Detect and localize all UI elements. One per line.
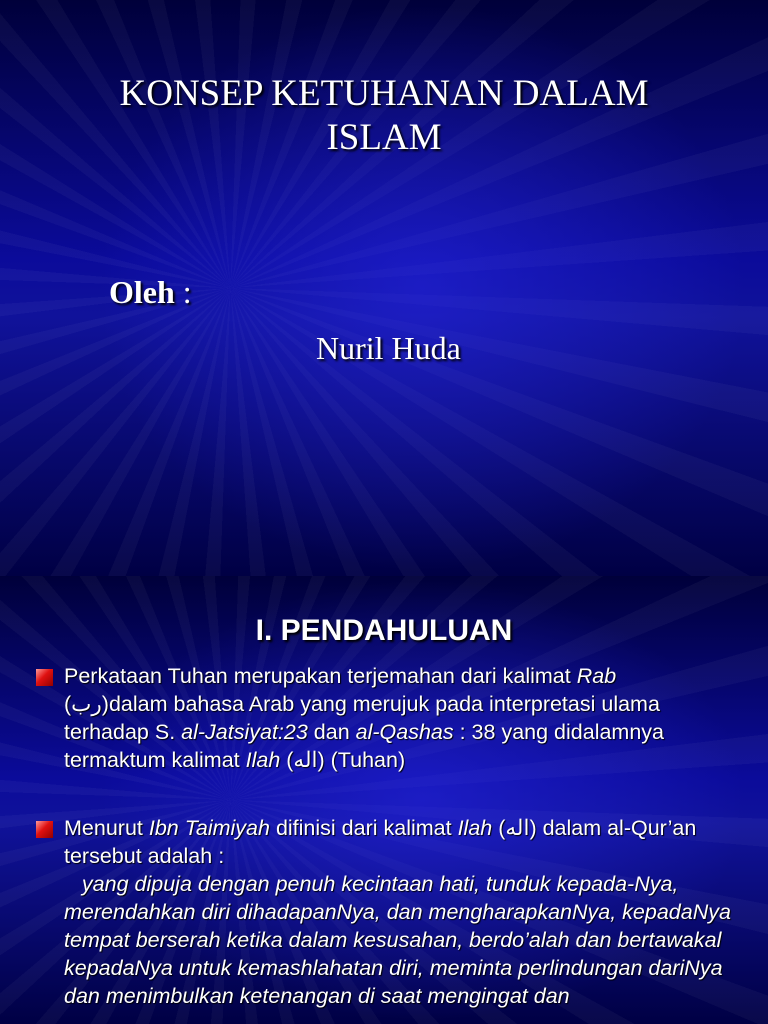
definition-quote-text: yang dipuja dengan penuh kecintaan hati, tunduk kepada-Nya, merendahkan diri dihadapanNya, dan mengharapkanNya, kepadaNya tempat berserah ketika dalam kesusahan, berdo’alah dan bertawakal kepadaNya untuk kemashlahatan diri, meminta perlindungan dariNya dan menimbulkan ketenangan di saat mengingat dan bbox=[64, 872, 731, 1008]
bullet2-text-2: difinisi dari kalimat bbox=[269, 816, 458, 840]
bullet2-text-3: (اله) dalam al-Qur’an tersebut adalah : bbox=[64, 816, 697, 868]
bullet-item-2 bbox=[64, 814, 744, 1010]
bullet1-text-3: dan bbox=[307, 720, 356, 744]
bullet-square-icon bbox=[36, 669, 53, 686]
author-name: Nuril Huda bbox=[316, 330, 461, 366]
term-rab: Rab bbox=[576, 664, 617, 688]
bullet1-text-4: : 38 yang didalamnya termaktum kalimat bbox=[64, 720, 665, 772]
term-jatsiyat: al-Jatsiyat:23 bbox=[181, 720, 308, 744]
term-qashas: al-Qashas bbox=[355, 720, 454, 744]
slide-title-line-2: ISLAM bbox=[326, 117, 442, 158]
oleh-label: Oleh bbox=[109, 274, 175, 310]
definition-quote bbox=[64, 870, 744, 1010]
slide-title-line-1: KONSEP KETUHANAN DALAM bbox=[119, 73, 649, 114]
bullet1-text-1: Perkataan Tuhan merupakan terjemahan dari kalimat bbox=[64, 664, 577, 688]
author-label bbox=[109, 274, 192, 311]
bullet1-text-5: (اله) (Tuhan) bbox=[280, 748, 406, 772]
term-ilah: Ilah bbox=[457, 816, 493, 840]
bullet1-text-2: (رب)dalam bahasa Arab yang merujuk pada interpretasi ulama terhadap S. bbox=[64, 692, 660, 744]
section-title: I. PENDAHULUAN bbox=[255, 614, 513, 647]
bullet-square-icon bbox=[36, 821, 53, 838]
slide-title bbox=[0, 72, 768, 160]
slide-2 bbox=[0, 576, 768, 1024]
oleh-colon: : bbox=[174, 274, 192, 310]
bullet2-text-1: Menurut bbox=[64, 816, 149, 840]
term-ibn-taimiyah: Ibn Taimiyah bbox=[148, 816, 270, 840]
bullet-item-1 bbox=[64, 662, 744, 774]
term-ilah: Ilah bbox=[245, 748, 281, 772]
